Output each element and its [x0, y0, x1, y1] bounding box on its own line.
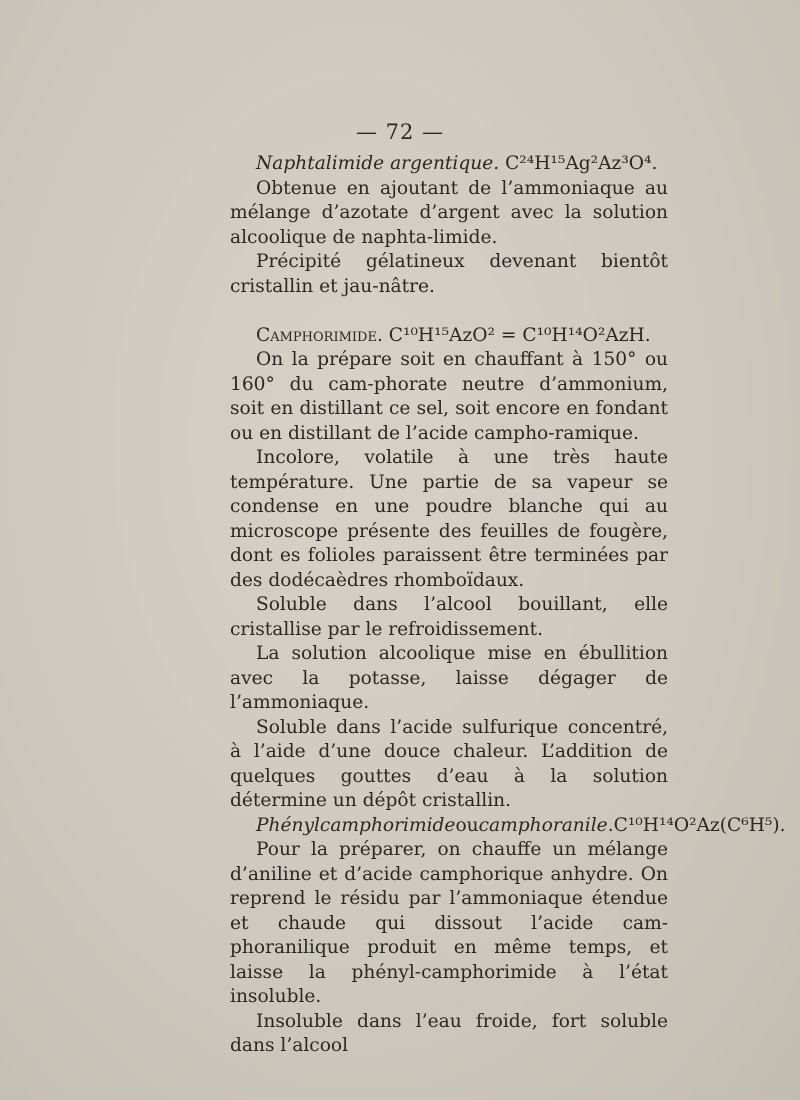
paragraph-naphtalimide-heading	[230, 152, 668, 177]
compound-name: Camphorimide.	[256, 324, 383, 346]
paragraph: Insoluble dans l’eau froide, fort soluble dans l’alcool	[230, 1010, 668, 1056]
formula: .C¹⁰H¹⁴O²Az(C⁶H⁵).	[607, 814, 786, 836]
body-text	[230, 152, 786, 1059]
compound-synonym: camphoranile	[478, 814, 608, 836]
paragraph: On la prépare soit en chauffant à 150° ou 160° du cam-phorate neutre d’ammonium, soit en distillant ce sel, soit encore en fondant ou en distillant de l’acide campho-ramique.	[230, 349, 668, 444]
paragraph: Précipité gélatineux devenant bientôt cristallin et jau-nâtre.	[230, 251, 668, 297]
paragraph-camphorimide-heading	[230, 324, 668, 349]
paragraph-phenylcamphorimide-heading	[230, 814, 786, 839]
paragraph: Soluble dans l’alcool bouillant, elle cristallise par le refroidissement.	[230, 594, 668, 640]
paragraph: Obtenue en ajoutant de l’ammoniaque au mélange d’azotate d’argent avec la solution alcoolique de naphta-limide.	[230, 177, 668, 248]
paragraph: Soluble dans l’acide sulfurique concentré, à l’aide d’une douce chaleur. L’addition de quelques gouttes d’eau à la solution détermine un dépôt cristallin.	[230, 716, 668, 811]
formula: C¹⁰H¹⁵AzO² = C¹⁰H¹⁴O²AzH.	[382, 324, 651, 346]
compound-name: Naphtalimide argentique.	[256, 153, 500, 174]
page-number: — 72 —	[355, 120, 445, 144]
paragraph: Incolore, volatile à une très haute température. Une partie de sa vapeur se condense en une poudre blanche qui au microscope présente des feuilles de fougère, dont es folioles paraissent être terminées par des dodécaèdres rhomboïdaux.	[230, 447, 668, 591]
compound-name: Phénylcamphorimide	[256, 814, 456, 836]
paragraph: Pour la préparer, on chauffe un mélange d’aniline et d’acide camphorique anhydre. On reprend le résidu par l’ammoniaque étendue et chaude qui dissout l’acide cam-phoranilique produit en même temps, et laisse la phényl-camphorimide à l’état insoluble.	[230, 839, 668, 1007]
paragraph: La solution alcoolique mise en ébullition avec la potasse, laisse dégager de l’ammoniaque.	[230, 643, 668, 713]
formula: C²⁴H¹⁵Ag²Az³O⁴.	[499, 153, 658, 174]
conjunction: ou	[455, 814, 479, 836]
